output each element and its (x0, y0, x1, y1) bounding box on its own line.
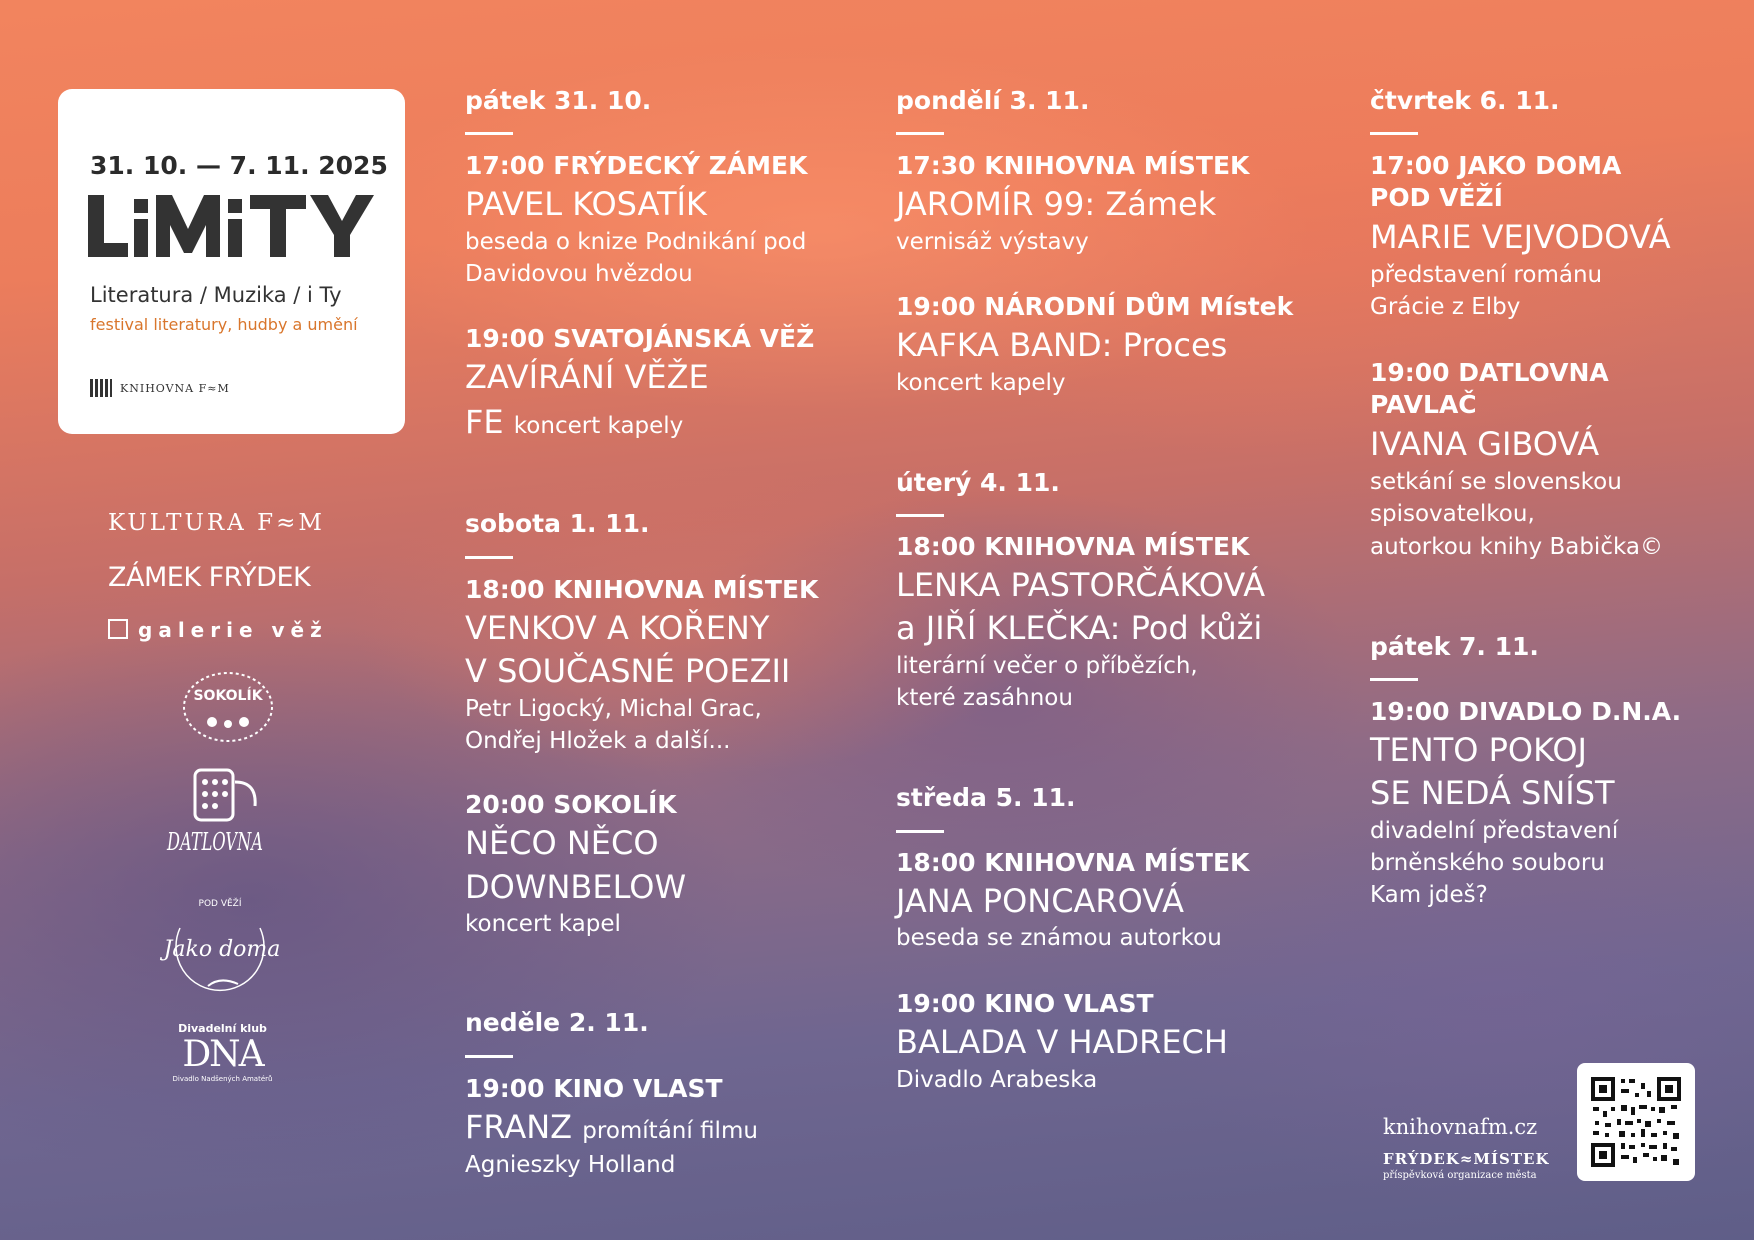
event-description: literární večer o příbězích, (896, 653, 1198, 679)
event-title: V SOUČASNÉ POEZII (465, 652, 791, 690)
qr-code-icon (1591, 1077, 1681, 1167)
event-title: IVANA GIBOVÁ (1370, 425, 1600, 463)
event-description: Davidovou hvězdou (465, 261, 693, 287)
day-divider (1370, 132, 1418, 135)
event-subtitle: koncert kapely (513, 413, 684, 439)
day-divider (465, 556, 513, 559)
event-time-venue: PAVLAČ (1370, 390, 1477, 419)
event-time-venue: 17:00 JAKO DOMA (1370, 151, 1622, 180)
event-subtitle: promítání filmu (582, 1118, 758, 1144)
day-divider (896, 514, 944, 517)
event-time-venue: 19:00 NÁRODNÍ DŮM Místek (896, 292, 1294, 321)
event-description: Ondřej Hložek a další... (465, 728, 731, 754)
event-time-venue: 19:00 KINO VLAST (465, 1074, 723, 1103)
event-title: JANA PONCAROVÁ (896, 882, 1185, 920)
event-description: autorkou knihy Babička© (1370, 534, 1663, 560)
event-description: divadelní představení (1370, 818, 1619, 844)
event-title: SE NEDÁ SNÍST (1370, 774, 1615, 812)
event-description: které zasáhnou (896, 685, 1073, 711)
event-description: koncert kapel (465, 911, 621, 937)
website-link[interactable]: knihovnafm.cz (1383, 1115, 1538, 1139)
day-divider (896, 830, 944, 833)
partner-sokolik-logo (182, 670, 274, 744)
day-heading: sobota 1. 11. (465, 509, 650, 538)
library-logo (90, 379, 230, 397)
festival-wordmark (88, 195, 378, 275)
dna-subtitle: Divadlo Nadšených Amatérů (172, 1075, 273, 1083)
event-title: PAVEL KOSATÍK (465, 185, 707, 223)
event-description: vernisáž výstavy (896, 229, 1089, 255)
event-description: Agnieszky Holland (465, 1152, 676, 1178)
partner-galerie (108, 618, 328, 642)
event-title: DOWNBELOW (465, 868, 687, 906)
galerie-label: galerie věž (138, 618, 328, 642)
event-time-venue: 18:00 KNIHOVNA MÍSTEK (896, 848, 1250, 877)
city-logo: FRÝDEK≈MÍSTEK (1383, 1150, 1550, 1168)
festival-dates: 31. 10. — 7. 11. 2025 (90, 151, 388, 180)
galerie-icon (108, 619, 128, 639)
limity-logo (88, 195, 378, 275)
dna-club-label: Divadelní klub (178, 1022, 267, 1035)
event-time-venue: POD VĚŽÍ (1370, 183, 1503, 212)
event-time-venue: 19:00 SVATOJÁNSKÁ VĚŽ (465, 324, 815, 353)
event-time-venue: 19:00 DIVADLO D.N.A. (1370, 697, 1682, 726)
event-title: NĚCO NĚCO (465, 824, 659, 862)
partner-zamek: ZÁMEK FRÝDEK (108, 562, 311, 593)
partner-datlovna-logo (165, 762, 275, 872)
library-name: KNIHOVNA F≈M (120, 381, 230, 395)
qr-code[interactable] (1577, 1063, 1695, 1181)
event-description: beseda se známou autorkou (896, 925, 1222, 951)
event-title: MARIE VEJVODOVÁ (1370, 218, 1671, 256)
event-title: VENKOV A KOŘENY (465, 609, 770, 647)
day-heading: pondělí 3. 11. (896, 86, 1090, 115)
event-title: JAROMÍR 99: Zámek (896, 185, 1217, 223)
event-description: spisovatelkou, (1370, 501, 1535, 527)
partner-kultura: KULTURA F≈M (108, 510, 325, 536)
festival-tagline: festival literatury, hudby a umění (90, 315, 358, 334)
datlovna-text: DATLOVNA (166, 828, 263, 856)
day-heading: čtvrtek 6. 11. (1370, 86, 1560, 115)
jako-doma-top: POD VĚŽÍ (198, 899, 242, 909)
event-description: beseda o knize Podnikání pod (465, 229, 807, 255)
event-time-venue: 17:30 KNIHOVNA MÍSTEK (896, 151, 1250, 180)
day-heading: pátek 31. 10. (465, 86, 652, 115)
day-heading: úterý 4. 11. (896, 468, 1060, 497)
event-title: ZAVÍRÁNÍ VĚŽE (465, 358, 709, 396)
jako-doma-text: Jako doma (163, 937, 281, 962)
day-divider (896, 132, 944, 135)
event-title-line (465, 1106, 758, 1152)
dna-text: DNA (182, 1034, 263, 1075)
event-title-line (465, 401, 683, 447)
event-description: Divadlo Arabeska (896, 1067, 1098, 1093)
day-divider (1370, 678, 1418, 681)
day-heading: pátek 7. 11. (1370, 632, 1539, 661)
event-title: LENKA PASTORČÁKOVÁ (896, 566, 1266, 604)
festival-subtitle: Literatura / Muzika / i Ty (90, 283, 342, 307)
event-description: koncert kapely (896, 370, 1066, 396)
day-divider (465, 1055, 513, 1058)
event-title: a JIŘÍ KLEČKA: Pod kůži (896, 609, 1263, 647)
event-description: Kam jdeš? (1370, 882, 1488, 908)
event-time-venue: 17:00 FRÝDECKÝ ZÁMEK (465, 151, 808, 180)
event-description: Grácie z Elby (1370, 294, 1521, 320)
event-title: KAFKA BAND: Proces (896, 326, 1228, 364)
day-divider (465, 132, 513, 135)
event-time-venue: 20:00 SOKOLÍK (465, 790, 677, 819)
event-description: brněnského souboru (1370, 850, 1605, 876)
partner-jako-doma-logo (160, 888, 280, 1008)
day-heading: neděle 2. 11. (465, 1008, 649, 1037)
partner-dna-logo (160, 1022, 285, 1092)
sokolik-text: SOKOLÍK (193, 688, 263, 704)
event-time-venue: 18:00 KNIHOVNA MÍSTEK (465, 575, 819, 604)
event-title: BALADA V HADRECH (896, 1023, 1228, 1061)
event-time-venue: 18:00 KNIHOVNA MÍSTEK (896, 532, 1250, 561)
event-description: setkání se slovenskou (1370, 469, 1622, 495)
org-label: příspěvková organizace města (1383, 1170, 1537, 1181)
event-title: TENTO POKOJ (1370, 731, 1587, 769)
event-title-part: FRANZ (465, 1108, 573, 1146)
day-heading: středa 5. 11. (896, 783, 1076, 812)
event-title-part: FE (465, 403, 504, 441)
event-time-venue: 19:00 DATLOVNA (1370, 358, 1609, 387)
event-description: Petr Ligocký, Michal Grac, (465, 696, 762, 722)
event-time-venue: 19:00 KINO VLAST (896, 989, 1154, 1018)
library-icon (90, 379, 112, 397)
festival-logo-card (58, 89, 405, 434)
event-description: představení románu (1370, 262, 1603, 288)
